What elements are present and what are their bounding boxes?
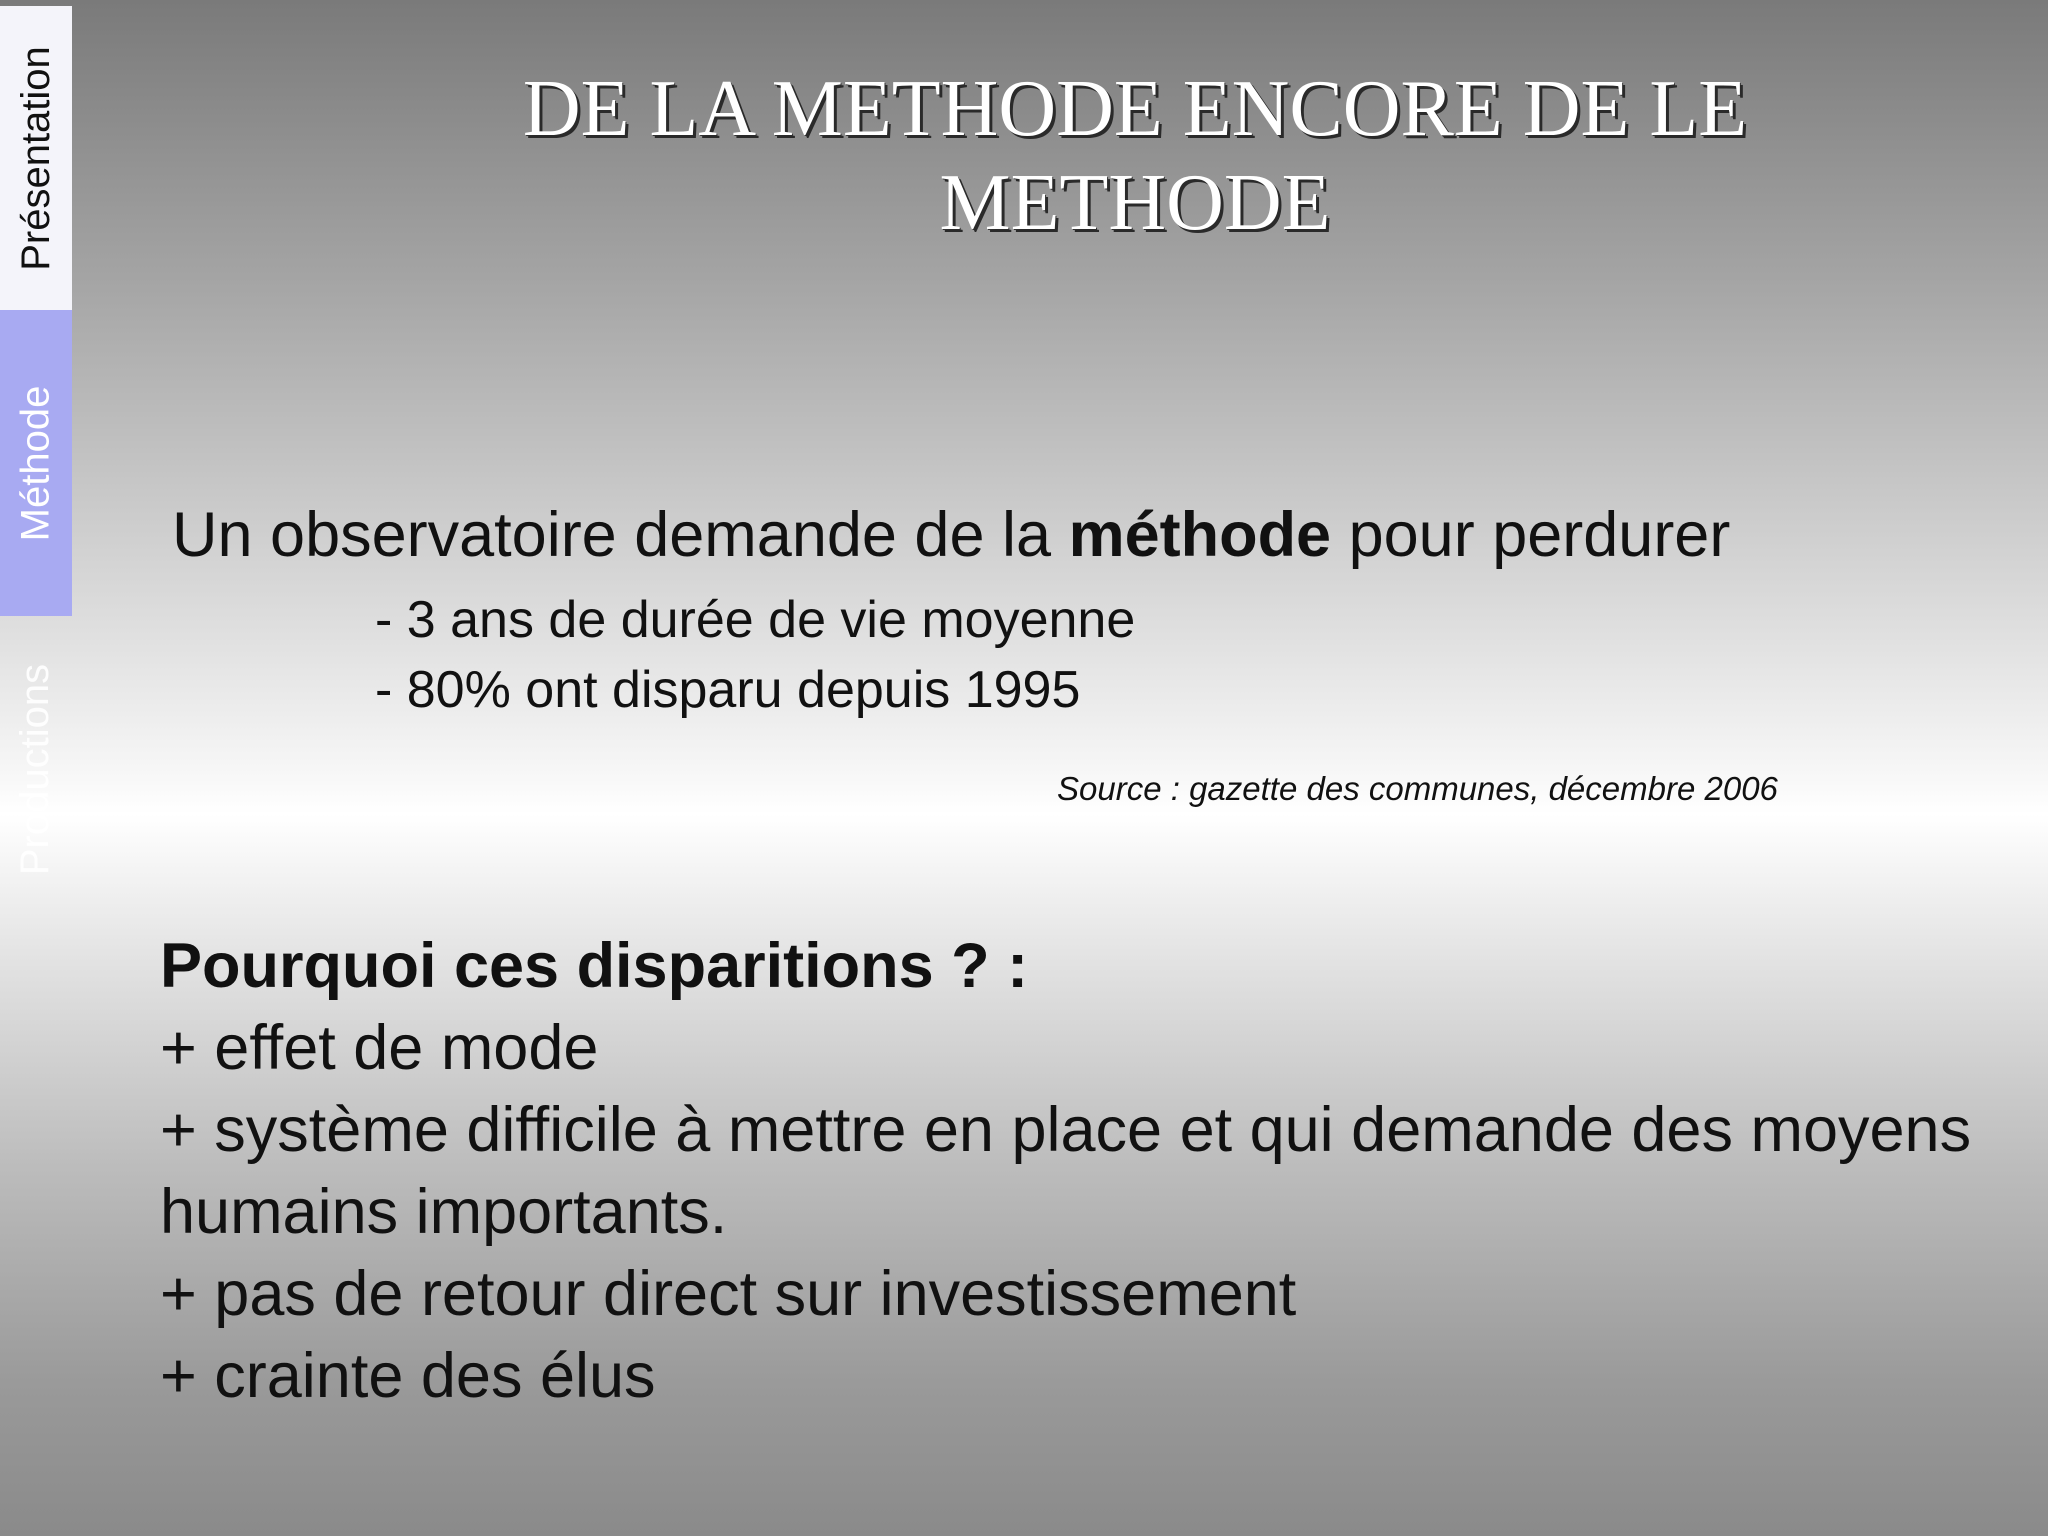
reason-item: + pas de retour direct sur investissement [160,1259,1297,1329]
stat-lifespan: - 3 ans de durée de vie moyenne [375,591,1136,649]
lead-text-bold: méthode [1068,500,1332,570]
reasons-heading: Pourquoi ces disparitions ? : [160,931,1029,1001]
tab-presentation[interactable] [0,6,72,310]
tab-methode-label: Méthode [13,385,58,541]
tab-methode[interactable] [0,310,72,616]
lead-text-before: Un observatoire demande de la [172,500,1069,570]
lead-text-after: pour perdurer [1331,500,1731,570]
lead-sentence [172,498,1730,572]
stat-disappeared: - 80% ont disparu depuis 1995 [375,661,1081,719]
reason-item: + effet de mode [160,1013,599,1083]
slide-title: DE LA METHODE ENCORE DE LE METHODE [522,65,1748,247]
tab-productions[interactable] [0,616,72,922]
reason-item: + crainte des élus [160,1341,656,1411]
reason-item: + système difficile à mettre en place et qui demande des moyens humains importants. [160,1095,1972,1247]
tab-presentation-label: Présentation [13,45,58,271]
reasons-block [160,925,1980,1417]
source-citation: Source : gazette des communes, décembre 2006 [1057,770,1778,807]
tab-productions-label: Productions [13,663,58,875]
